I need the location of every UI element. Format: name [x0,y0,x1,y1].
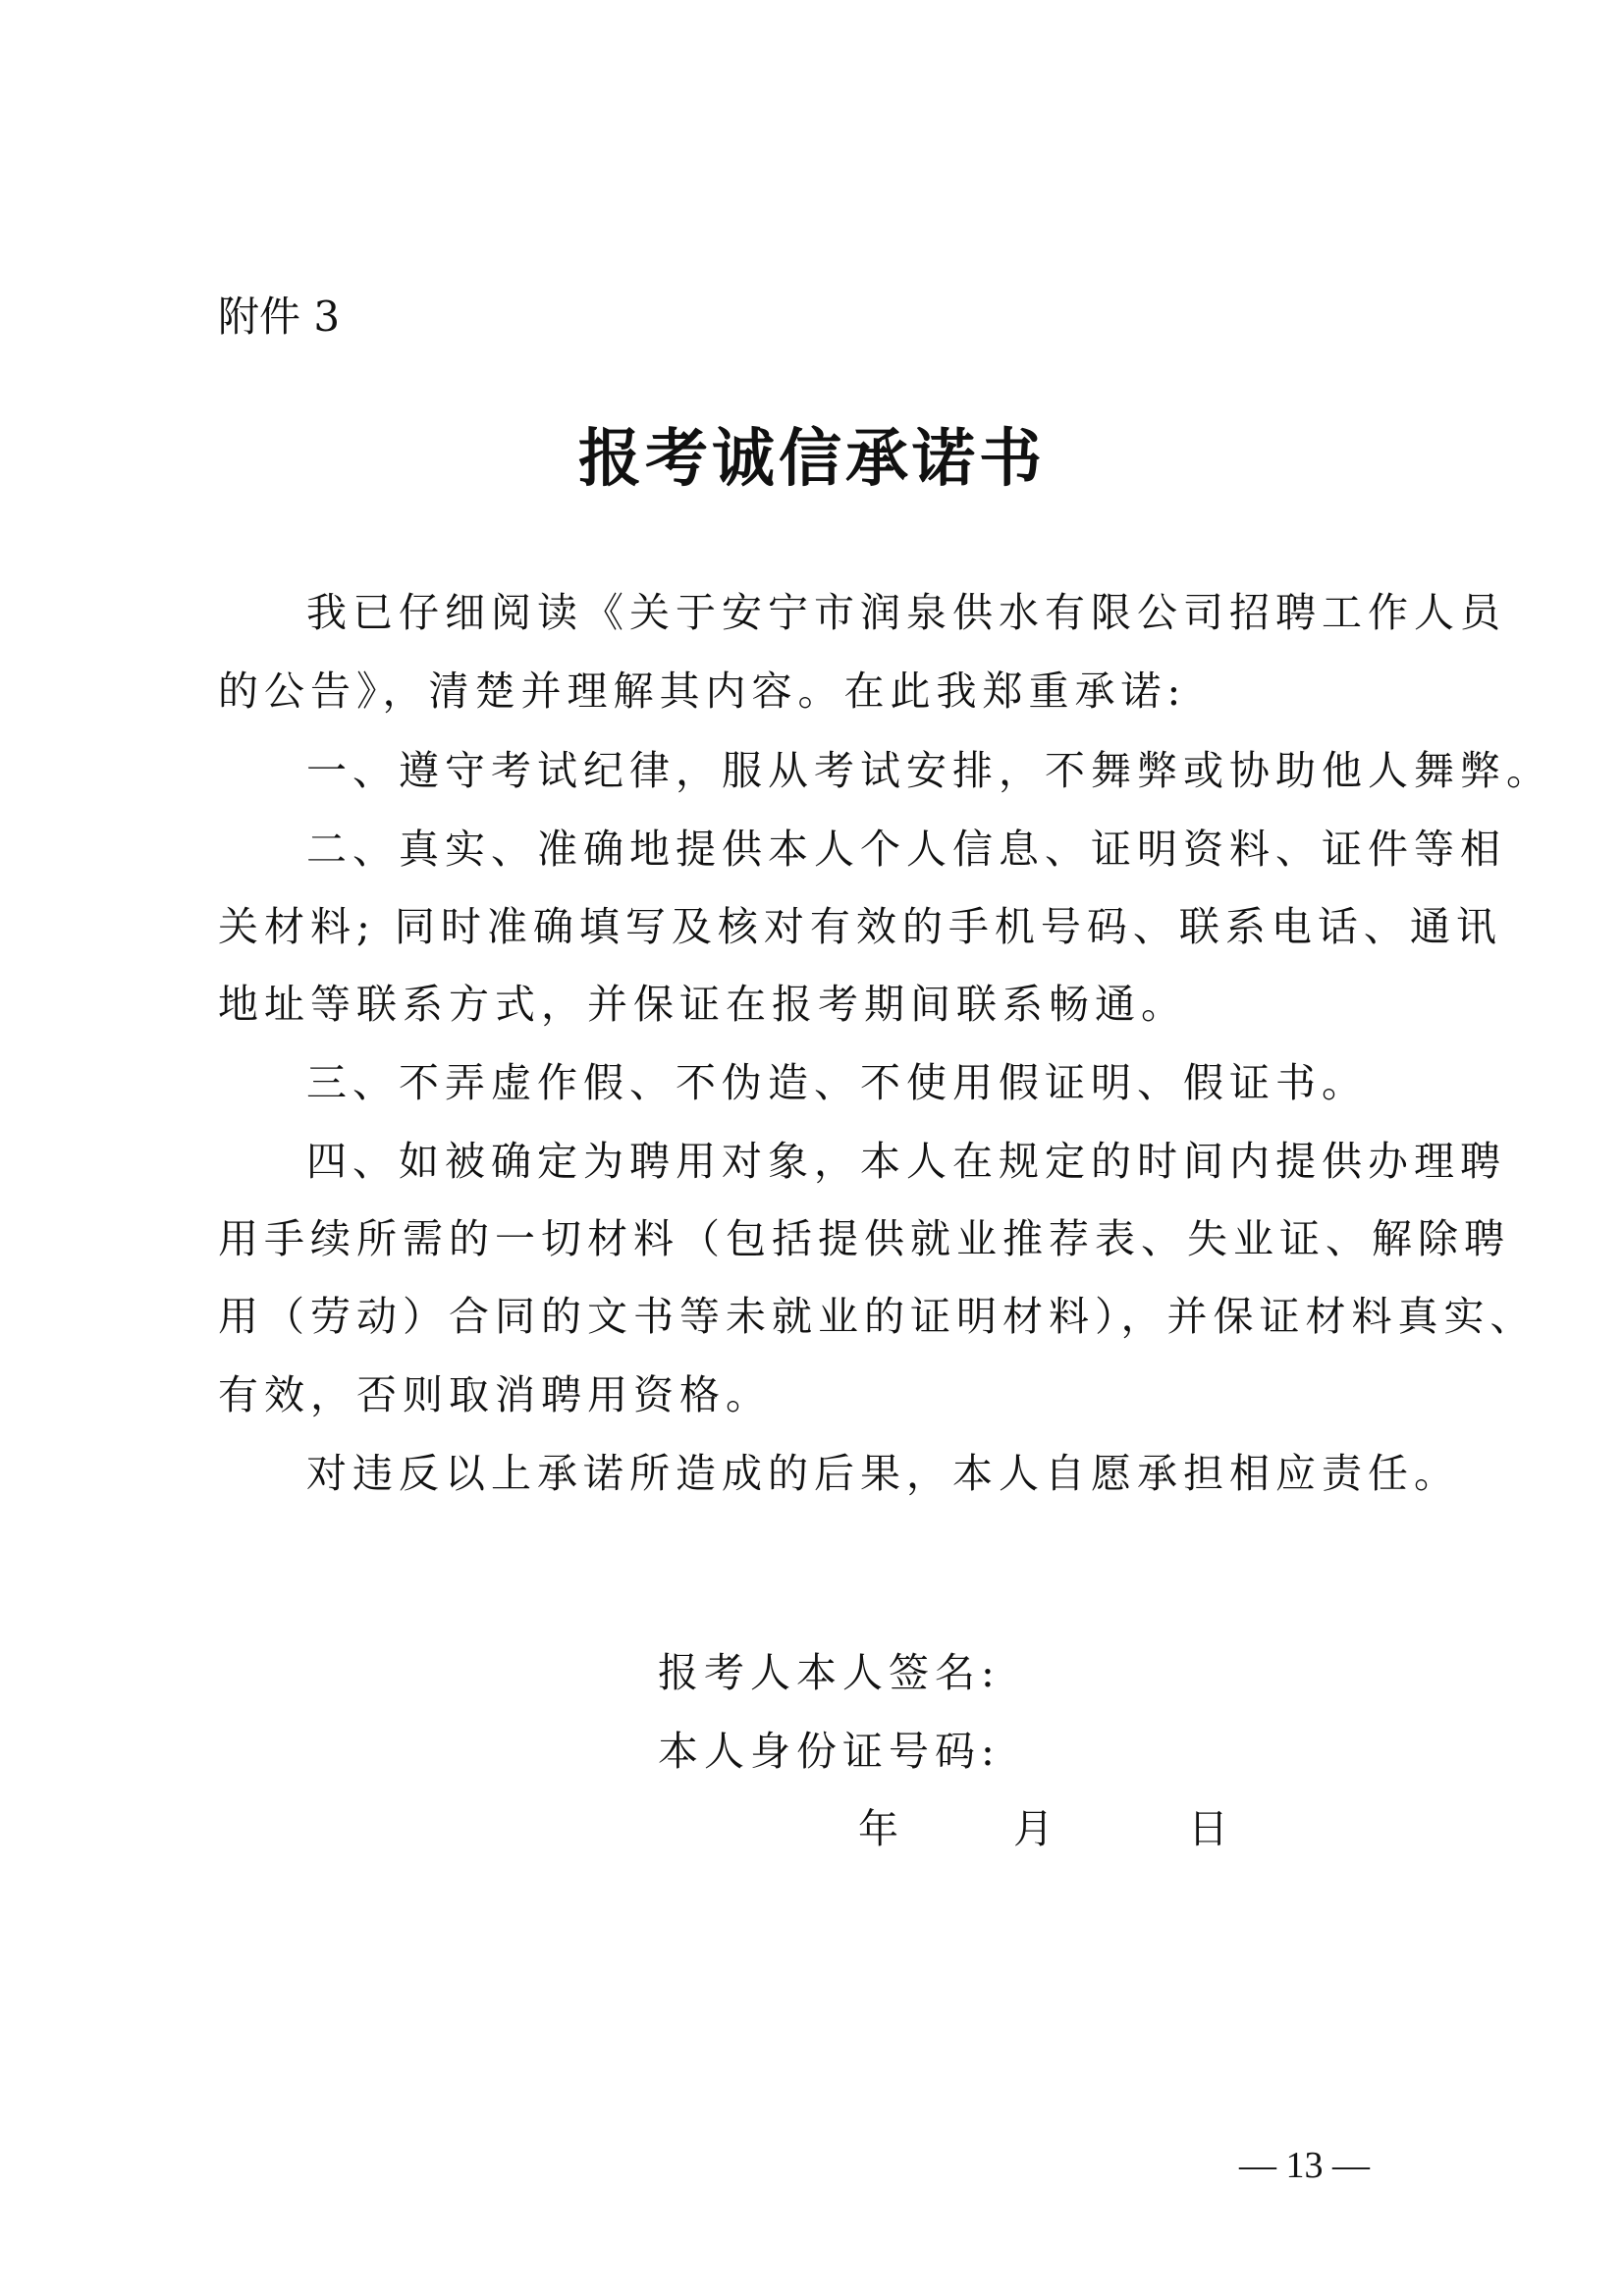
body-line-9: 用手续所需的一切材料（包括提供就业推荐表、失业证、解除聘 [218,1215,1510,1262]
id-number-label: 本人身份证号码: [658,1728,1001,1775]
body-line-4: 二、真实、准确地提供本人个人信息、证明资料、证件等相 [306,826,1506,873]
body-line-10: 用（劳动）合同的文书等未就业的证明材料），并保证材料真实、 [218,1293,1537,1340]
body-line-12: 对违反以上承诺所造成的后果，本人自愿承担相应责任。 [306,1450,1460,1497]
body-line-11: 有效，否则取消聘用资格。 [218,1371,772,1418]
body-line-7: 三、不弄虚作假、不伪造、不使用假证明、假证书。 [306,1059,1368,1106]
day-label: 日 [1188,1805,1228,1852]
month-label: 月 [1013,1805,1054,1852]
body-line-8: 四、如被确定为聘用对象，本人在规定的时间内提供办理聘 [306,1138,1506,1185]
document-title: 报考诚信承诺书 [578,422,1046,496]
page-number: — 13 — [1239,2145,1370,2186]
body-line-6: 地址等联系方式，并保证在报考期间联系畅通。 [218,981,1187,1028]
signer-label: 报考人本人签名: [658,1649,1001,1696]
body-line-2: 的公告》，清楚并理解其内容。在此我郑重承诺: [218,667,1187,715]
body-line-3: 一、遵守考试纪律，服从考试安排，不舞弊或协助他人舞弊。 [306,747,1552,794]
attachment-label: 附件 3 [218,293,341,341]
body-line-5: 关材料; 同时准确填写及核对有效的手机号码、联系电话、通讯 [218,903,1502,950]
body-line-1: 我已仔细阅读《关于安宁市润泉供水有限公司招聘工作人员 [306,589,1506,636]
year-label: 年 [858,1805,898,1852]
